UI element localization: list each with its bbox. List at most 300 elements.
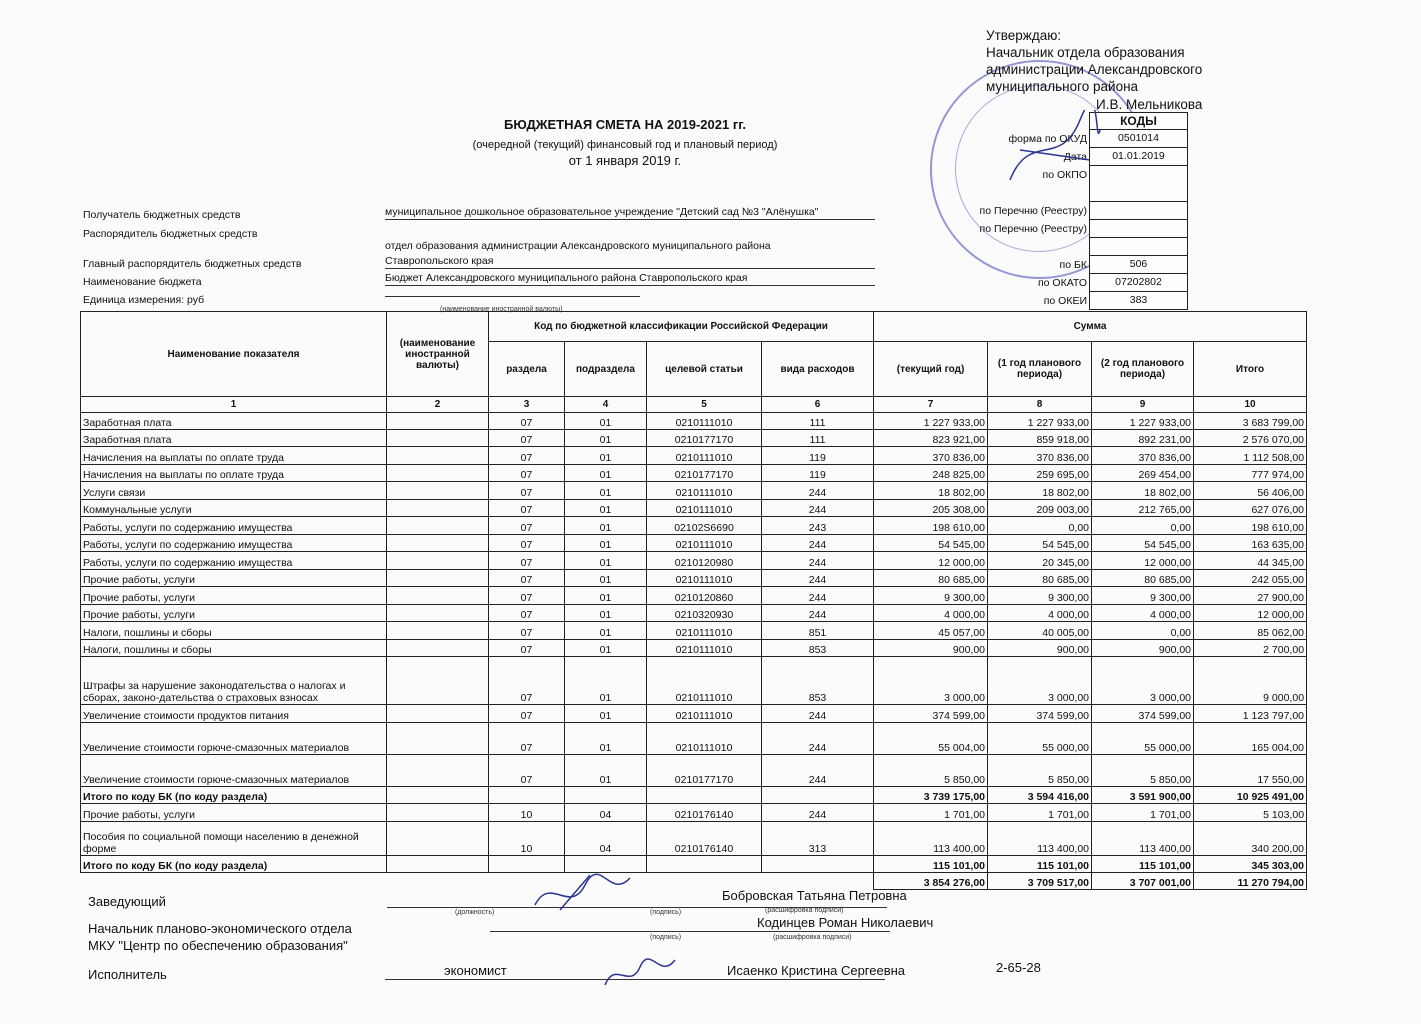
row-target: 0210111010 [647, 482, 762, 500]
row-year1: 370 836,00 [874, 447, 988, 465]
row-section: 07 [489, 430, 565, 447]
recipient-label: Получатель бюджетных средств [83, 209, 241, 221]
table-row [81, 413, 1307, 430]
row-subsection: 01 [565, 570, 647, 587]
row-name: Работы, услуги по содержанию имущества [81, 552, 387, 570]
row-section: 07 [489, 447, 565, 465]
budget-label: Наименование бюджета [83, 276, 202, 288]
row-year1: 115 101,00 [874, 856, 988, 873]
row-year3: 0,00 [1092, 622, 1194, 640]
position-hint: (должность) [455, 909, 495, 916]
row-name: Налоги, пошлины и сборы [81, 622, 387, 640]
code-label: Дата [1063, 151, 1087, 163]
row-currency [387, 500, 489, 517]
row-name: Начисления на выплаты по оплате труда [81, 447, 387, 465]
table-row [81, 856, 1307, 873]
row-subsection: 01 [565, 535, 647, 552]
row-year1: 3 739 175,00 [874, 787, 988, 804]
row-currency [387, 413, 489, 430]
table-row [81, 787, 1307, 804]
row-year2: 20 345,00 [988, 552, 1092, 570]
row-currency [387, 640, 489, 657]
head-name: Бобровская Татьяна Петровна [722, 888, 907, 903]
table-row [81, 587, 1307, 605]
budget-table [80, 311, 1307, 890]
row-year1: 374 599,00 [874, 705, 988, 723]
row-expense: 111 [762, 413, 874, 430]
row-year3: 370 836,00 [1092, 447, 1194, 465]
row-name: Итого по коду БК (по коду раздела) [81, 856, 387, 873]
row-year2: 113 400,00 [988, 822, 1092, 856]
row-total: 340 200,00 [1194, 822, 1307, 856]
code-label: по ОКЕИ [1043, 295, 1087, 307]
table-row [81, 822, 1307, 856]
row-year2: 80 685,00 [988, 570, 1092, 587]
header-total: Итого [1194, 342, 1307, 397]
row-subsection: 04 [565, 822, 647, 856]
row-total: 12 000,00 [1194, 605, 1307, 622]
currency-line [385, 296, 640, 297]
header-section: раздела [489, 342, 565, 397]
row-year2: 1 701,00 [988, 804, 1092, 822]
row-name: Заработная плата [81, 430, 387, 447]
row-year2: 4 000,00 [988, 605, 1092, 622]
currency-note: (наименование иностранной валюты) [440, 306, 563, 313]
table-row [81, 640, 1307, 657]
header-currency: (наименование иностранной валюты) [387, 312, 489, 397]
row-expense: 244 [762, 587, 874, 605]
executor-label: Исполнитель [88, 967, 167, 982]
row-name: Услуги связи [81, 482, 387, 500]
row-year3: 3 000,00 [1092, 657, 1194, 705]
row-year3: 80 685,00 [1092, 570, 1194, 587]
approval-line: муниципального района [986, 79, 1139, 94]
row-year2: 3 000,00 [988, 657, 1092, 705]
code-value: 0501014 [1089, 130, 1188, 148]
row-section: 07 [489, 535, 565, 552]
row-year1: 18 802,00 [874, 482, 988, 500]
row-target: 0210111010 [647, 723, 762, 755]
row-year1: 198 610,00 [874, 517, 988, 535]
row-subsection: 01 [565, 705, 647, 723]
column-number: 1 [81, 397, 387, 413]
row-target: 0210111010 [647, 657, 762, 705]
row-target [647, 856, 762, 873]
row-year1: 823 921,00 [874, 430, 988, 447]
row-subsection: 01 [565, 605, 647, 622]
table-row [81, 535, 1307, 552]
row-year3: 55 000,00 [1092, 723, 1194, 755]
row-year1: 4 000,00 [874, 605, 988, 622]
row-year2: 40 005,00 [988, 622, 1092, 640]
decode-hint: (расшифровка подписи) [765, 907, 844, 914]
row-currency [387, 804, 489, 822]
row-section: 07 [489, 413, 565, 430]
executor-phone: 2-65-28 [996, 960, 1041, 975]
row-section: 07 [489, 552, 565, 570]
head-label: Заведующий [88, 894, 166, 909]
row-section: 07 [489, 570, 565, 587]
code-value [1089, 238, 1188, 256]
grand-total-y3: 3 707 001,00 [1092, 873, 1194, 890]
row-total: 777 974,00 [1194, 465, 1307, 482]
row-target: 0210177170 [647, 755, 762, 787]
row-expense: 244 [762, 605, 874, 622]
row-total: 163 635,00 [1194, 535, 1307, 552]
row-subsection: 01 [565, 413, 647, 430]
row-target: 0210111010 [647, 622, 762, 640]
row-currency [387, 465, 489, 482]
column-number: 6 [762, 397, 874, 413]
row-expense: 851 [762, 622, 874, 640]
row-year3: 18 802,00 [1092, 482, 1194, 500]
row-target: 0210111010 [647, 570, 762, 587]
row-section: 07 [489, 500, 565, 517]
row-subsection: 04 [565, 804, 647, 822]
column-number: 8 [988, 397, 1092, 413]
code-value [1089, 220, 1188, 238]
table-row [81, 657, 1307, 705]
row-year2: 9 300,00 [988, 587, 1092, 605]
code-value: 01.01.2019 [1089, 148, 1188, 166]
row-year3: 374 599,00 [1092, 705, 1194, 723]
row-target: 0210111010 [647, 500, 762, 517]
row-target: 0210111010 [647, 447, 762, 465]
header-year3: (2 год планового периода) [1092, 342, 1194, 397]
row-currency [387, 570, 489, 587]
header-code: Код по бюджетной классификации Российской Федерации [489, 312, 874, 342]
table-row [81, 517, 1307, 535]
signature-hint: (подпись) [650, 909, 682, 916]
row-name: Прочие работы, услуги [81, 605, 387, 622]
row-year3: 1 701,00 [1092, 804, 1194, 822]
row-total: 1 112 508,00 [1194, 447, 1307, 465]
row-year2: 54 545,00 [988, 535, 1092, 552]
row-expense [762, 787, 874, 804]
row-name: Итого по коду БК (по коду раздела) [81, 787, 387, 804]
row-expense: 244 [762, 723, 874, 755]
header-expense: вида расходов [762, 342, 874, 397]
executor-name: Исаенко Кристина Сергеевна [727, 963, 906, 978]
row-total: 627 076,00 [1194, 500, 1307, 517]
row-currency [387, 705, 489, 723]
code-value: 506 [1089, 256, 1188, 274]
table-row [81, 465, 1307, 482]
codes-header: КОДЫ [1089, 112, 1188, 130]
row-expense: 119 [762, 465, 874, 482]
row-year2: 370 836,00 [988, 447, 1092, 465]
row-target: 0210320930 [647, 605, 762, 622]
row-section: 10 [489, 822, 565, 856]
row-target: 0210111010 [647, 705, 762, 723]
code-value: 07202802 [1089, 274, 1188, 292]
row-subsection: 01 [565, 447, 647, 465]
table-row [81, 605, 1307, 622]
table-row [81, 723, 1307, 755]
approval-line: Утверждаю: [986, 28, 1062, 43]
row-currency [387, 535, 489, 552]
row-target: 0210176140 [647, 822, 762, 856]
row-year2: 1 227 933,00 [988, 413, 1092, 430]
row-currency [387, 787, 489, 804]
planning-label-1: Начальник планово-экономического отдела [88, 921, 352, 936]
row-expense: 244 [762, 552, 874, 570]
row-name: Коммунальные услуги [81, 500, 387, 517]
row-year1: 1 701,00 [874, 804, 988, 822]
row-year2: 209 003,00 [988, 500, 1092, 517]
row-section: 10 [489, 804, 565, 822]
row-year3: 0,00 [1092, 517, 1194, 535]
row-subsection: 01 [565, 465, 647, 482]
code-label: по ОКАТО [1037, 277, 1087, 289]
code-label: по БК [1059, 259, 1087, 271]
code-label: форма по ОКУД [1008, 133, 1087, 145]
row-expense: 119 [762, 447, 874, 465]
row-name: Работы, услуги по содержанию имущества [81, 517, 387, 535]
table-row [81, 705, 1307, 723]
row-section: 07 [489, 587, 565, 605]
row-section: 07 [489, 605, 565, 622]
column-number: 5 [647, 397, 762, 413]
row-total: 10 925 491,00 [1194, 787, 1307, 804]
row-section [489, 787, 565, 804]
row-expense: 244 [762, 705, 874, 723]
decode-hint-2: (расшифровка подписи) [773, 934, 852, 941]
row-section: 07 [489, 723, 565, 755]
row-year1: 80 685,00 [874, 570, 988, 587]
signature-hint-2: (подпись) [650, 934, 682, 941]
row-name: Прочие работы, услуги [81, 804, 387, 822]
row-year2: 3 594 416,00 [988, 787, 1092, 804]
planning-name: Кодинцев Роман Николаевич [757, 915, 934, 930]
row-year2: 259 695,00 [988, 465, 1092, 482]
row-expense: 244 [762, 535, 874, 552]
grand-total-total: 11 270 794,00 [1194, 873, 1307, 890]
column-number: 3 [489, 397, 565, 413]
row-currency [387, 622, 489, 640]
row-year3: 115 101,00 [1092, 856, 1194, 873]
unit-label: Единица измерения: руб [83, 294, 205, 306]
row-year1: 5 850,00 [874, 755, 988, 787]
row-currency [387, 755, 489, 787]
row-total: 198 610,00 [1194, 517, 1307, 535]
row-year3: 269 454,00 [1092, 465, 1194, 482]
row-currency [387, 856, 489, 873]
signature-executor [600, 955, 680, 995]
header-year2: (1 год планового периода) [988, 342, 1092, 397]
row-year2: 0,00 [988, 517, 1092, 535]
code-value [1089, 202, 1188, 220]
row-expense: 244 [762, 570, 874, 587]
row-target: 0210177170 [647, 465, 762, 482]
chief-value-1: отдел образования администрации Александровского муниципального района [385, 240, 771, 252]
row-expense: 244 [762, 804, 874, 822]
signature-approver [1000, 110, 1110, 190]
row-year2: 374 599,00 [988, 705, 1092, 723]
row-total: 27 900,00 [1194, 587, 1307, 605]
row-year3: 3 591 900,00 [1092, 787, 1194, 804]
row-currency [387, 587, 489, 605]
approval-block [986, 27, 1203, 112]
row-name: Прочие работы, услуги [81, 570, 387, 587]
row-target: 02102S6690 [647, 517, 762, 535]
row-subsection [565, 787, 647, 804]
grand-total-y1: 3 854 276,00 [874, 873, 988, 890]
row-currency [387, 822, 489, 856]
row-expense: 853 [762, 657, 874, 705]
row-total: 2 576 070,00 [1194, 430, 1307, 447]
row-subsection: 01 [565, 657, 647, 705]
row-total: 345 303,00 [1194, 856, 1307, 873]
header-year1: (текущий год) [874, 342, 988, 397]
row-target: 0210111010 [647, 413, 762, 430]
row-year1: 248 825,00 [874, 465, 988, 482]
row-expense: 111 [762, 430, 874, 447]
table-row [81, 430, 1307, 447]
row-subsection: 01 [565, 482, 647, 500]
row-subsection: 01 [565, 517, 647, 535]
approval-line: администрации Александровского [986, 62, 1203, 77]
row-target [647, 787, 762, 804]
row-total: 17 550,00 [1194, 755, 1307, 787]
row-expense: 313 [762, 822, 874, 856]
row-expense [762, 856, 874, 873]
row-name: Начисления на выплаты по оплате труда [81, 465, 387, 482]
row-section: 07 [489, 640, 565, 657]
chief-value-2: Ставропольского края [385, 255, 875, 269]
row-currency [387, 482, 489, 500]
row-subsection: 01 [565, 622, 647, 640]
row-year3: 900,00 [1092, 640, 1194, 657]
table-row [81, 500, 1307, 517]
row-subsection: 01 [565, 500, 647, 517]
approval-signer: И.В. Мельникова [1096, 97, 1203, 112]
row-year1: 12 000,00 [874, 552, 988, 570]
header-target: целевой статьи [647, 342, 762, 397]
row-year2: 115 101,00 [988, 856, 1092, 873]
row-total: 44 345,00 [1194, 552, 1307, 570]
code-label [960, 238, 1089, 256]
row-year1: 54 545,00 [874, 535, 988, 552]
row-total: 242 055,00 [1194, 570, 1307, 587]
row-name: Налоги, пошлины и сборы [81, 640, 387, 657]
column-number: 10 [1194, 397, 1307, 413]
row-year1: 205 308,00 [874, 500, 988, 517]
row-name: Работы, услуги по содержанию имущества [81, 535, 387, 552]
row-expense: 244 [762, 755, 874, 787]
row-total: 3 683 799,00 [1194, 413, 1307, 430]
row-target: 0210177170 [647, 430, 762, 447]
row-year3: 54 545,00 [1092, 535, 1194, 552]
code-value: 383 [1089, 292, 1188, 310]
row-section: 07 [489, 622, 565, 640]
row-name: Заработная плата [81, 413, 387, 430]
header-subsection: подраздела [565, 342, 647, 397]
row-year1: 1 227 933,00 [874, 413, 988, 430]
header-sum: Сумма [874, 312, 1307, 342]
row-total: 2 700,00 [1194, 640, 1307, 657]
row-year1: 113 400,00 [874, 822, 988, 856]
row-subsection: 01 [565, 430, 647, 447]
grand-total-row [81, 873, 1307, 890]
row-name: Увеличение стоимости продуктов питания [81, 705, 387, 723]
row-total: 5 103,00 [1194, 804, 1307, 822]
row-year2: 900,00 [988, 640, 1092, 657]
row-target: 0210111010 [647, 640, 762, 657]
row-subsection: 01 [565, 552, 647, 570]
row-year3: 1 227 933,00 [1092, 413, 1194, 430]
row-currency [387, 657, 489, 705]
row-year1: 45 057,00 [874, 622, 988, 640]
row-year2: 55 000,00 [988, 723, 1092, 755]
row-year1: 3 000,00 [874, 657, 988, 705]
row-year3: 4 000,00 [1092, 605, 1194, 622]
row-section: 07 [489, 517, 565, 535]
column-number: 4 [565, 397, 647, 413]
row-expense: 244 [762, 500, 874, 517]
row-target: 0210176140 [647, 804, 762, 822]
row-currency [387, 430, 489, 447]
row-section: 07 [489, 482, 565, 500]
row-subsection: 01 [565, 723, 647, 755]
table-row [81, 804, 1307, 822]
title-main: БЮДЖЕТНАЯ СМЕТА НА 2019-2021 гг. [504, 117, 746, 132]
row-expense: 243 [762, 517, 874, 535]
row-year3: 212 765,00 [1092, 500, 1194, 517]
row-year2: 18 802,00 [988, 482, 1092, 500]
signature-head [530, 870, 640, 920]
row-year3: 892 231,00 [1092, 430, 1194, 447]
row-year2: 859 918,00 [988, 430, 1092, 447]
row-year3: 5 850,00 [1092, 755, 1194, 787]
row-total: 85 062,00 [1194, 622, 1307, 640]
title-sub: (очередной (текущий) финансовый год и плановый период) [472, 139, 778, 151]
row-section: 07 [489, 755, 565, 787]
row-year2: 5 850,00 [988, 755, 1092, 787]
chief-label: Главный распорядитель бюджетных средств [83, 258, 302, 270]
row-currency [387, 447, 489, 465]
row-name: Увеличение стоимости горюче-смазочных материалов [81, 723, 387, 755]
code-label: по Перечню (Реестру) [979, 223, 1087, 235]
row-currency [387, 552, 489, 570]
document-title [360, 117, 890, 168]
row-target: 0210120980 [647, 552, 762, 570]
row-total: 9 000,00 [1194, 657, 1307, 705]
table-row [81, 570, 1307, 587]
row-subsection: 01 [565, 587, 647, 605]
code-label: по Перечню (Реестру) [979, 205, 1087, 217]
code-label: по ОКПО [1042, 169, 1087, 181]
row-year3: 12 000,00 [1092, 552, 1194, 570]
approval-line: Начальник отдела образования [986, 45, 1185, 60]
header-name: Наименование показателя [81, 312, 387, 397]
row-total: 1 123 797,00 [1194, 705, 1307, 723]
row-total: 165 004,00 [1194, 723, 1307, 755]
column-number: 9 [1092, 397, 1194, 413]
row-section: 07 [489, 465, 565, 482]
row-name: Пособия по социальной помощи населению в денежной форме [81, 822, 387, 856]
row-year1: 9 300,00 [874, 587, 988, 605]
row-name: Прочие работы, услуги [81, 587, 387, 605]
table-row [81, 447, 1307, 465]
row-currency [387, 723, 489, 755]
recipient-value: муниципальное дошкольное образовательное учреждение "Детский сад №3 "Алёнушка" [385, 206, 875, 220]
row-year1: 55 004,00 [874, 723, 988, 755]
column-number: 2 [387, 397, 489, 413]
row-section: 07 [489, 657, 565, 705]
executor-position: экономист [444, 963, 507, 978]
row-expense: 853 [762, 640, 874, 657]
